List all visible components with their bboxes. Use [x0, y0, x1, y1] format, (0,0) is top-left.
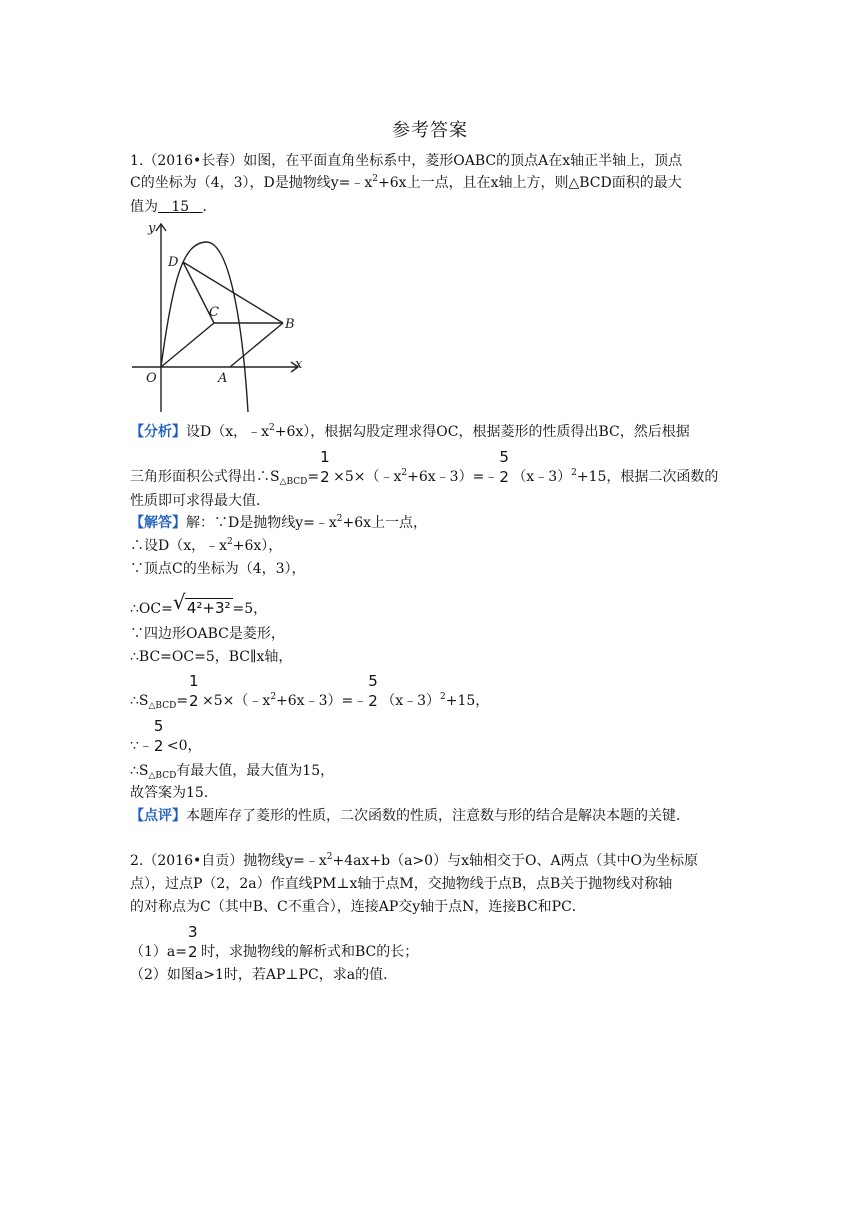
analysis-tag: 【分析】: [130, 424, 186, 440]
q1-line2: C的坐标为（4，3），D是抛物线$y=﹣x^2+6x$上一点，且在x轴上方，则△BCD面积的最大: [130, 174, 682, 191]
solution-line4: ∴OC= √ 4²+3² =5，: [130, 590, 268, 617]
answer-blank: 15: [171, 199, 190, 215]
fraction-five-half: 5 2: [153, 717, 164, 755]
fraction-three-half: 3 2: [187, 923, 198, 961]
solution-line5: ∵四边形OABC是菱形，: [130, 626, 285, 642]
fraction-five-half: 5 2: [368, 672, 378, 710]
solution-line3: ∵顶点C的坐标为（4，3），: [130, 561, 306, 577]
coordinate-figure: [128, 218, 310, 414]
label-A: A: [218, 371, 228, 386]
q2-line3: 的对称点为C（其中B、C不重合），连接AP交y轴于点N，连接BC和PC．: [130, 899, 586, 915]
page-title: 参考答案: [392, 120, 468, 141]
square-root: √ 4²+3²: [172, 590, 231, 617]
label-D: D: [168, 255, 179, 270]
q1-line3: 值为 15 ．: [130, 199, 217, 215]
label-O: O: [146, 371, 157, 386]
fraction-one-half: 1 2: [320, 448, 330, 486]
solution-tag: 【解答】: [130, 515, 186, 531]
solution-line7: $\therefore S_{\triangle BCD}=$ 1 2 $\times 5\times(﹣x^2+6x﹣3)=﹣$ 5 2 （x﹣3）$^2$+15，: [130, 672, 490, 711]
comment-tag: 【点评】: [130, 808, 186, 824]
q2-part2: （2）如图a>1时，若AP⊥PC，求a的值．: [130, 967, 398, 983]
label-C: C: [209, 305, 219, 320]
analysis-line1: 【分析】设D（x，$﹣x^2+6x$），根据勾股定理求得OC，根据菱形的性质得出BC，然后根据: [130, 423, 690, 440]
solution-line2: ∴设D（x，$﹣x^2+6x$），: [130, 537, 283, 554]
q2-part1: （1）a= 3 2 时，求抛物线的解析式和BC的长；: [130, 923, 419, 961]
fraction-one-half: 1 2: [189, 672, 199, 710]
solution-line1: 【解答】解：∵D是抛物线$y=﹣x^2+6x$上一点，: [130, 514, 428, 531]
solution-line8: ∵﹣ 5 2 <0，: [130, 717, 202, 755]
segment-BA: [230, 323, 283, 367]
solution-line6: ∴BC=OC=5，BC∥x轴，: [130, 649, 293, 665]
q2-line1: 2.（2016•自贡）抛物线$y=﹣x^2+4ax+b(a>0)$与x轴相交于O、A两点（其中O为坐标原: [130, 852, 699, 869]
label-y: y: [148, 221, 156, 236]
label-x: x: [295, 357, 303, 372]
solution-line10: 故答案为15．: [130, 785, 218, 801]
q2-line2: 点），过点P（2，2a）作直线PM⊥x轴于点M，交抛物线于点B，点B关于抛物线对称轴: [130, 876, 673, 892]
analysis-line3: 性质即可求得最大值．: [130, 493, 270, 509]
solution-line9: $\therefore S_{\triangle BCD}$有最大值，最大值为15，: [130, 763, 335, 781]
comment-line: 【点评】本题库存了菱形的性质，二次函数的性质，注意数与形的结合是解决本题的关键．: [130, 808, 690, 824]
fraction-five-half: 5 2: [499, 448, 509, 486]
segment-OC: [161, 323, 214, 367]
analysis-line2: 三角形面积公式得出$\therefore S_{\triangle BCD}=$ 1 2 $\times 5\times(﹣x^2+6x﹣3)=﹣$ 5 2 （x﹣3）$^2$+15，根据二次函数的: [130, 448, 719, 487]
label-B: B: [285, 317, 295, 332]
q1-line1: 1.（2016•长春）如图，在平面直角坐标系中，菱形OABC的顶点A在x轴正半轴上，顶点: [130, 153, 683, 169]
